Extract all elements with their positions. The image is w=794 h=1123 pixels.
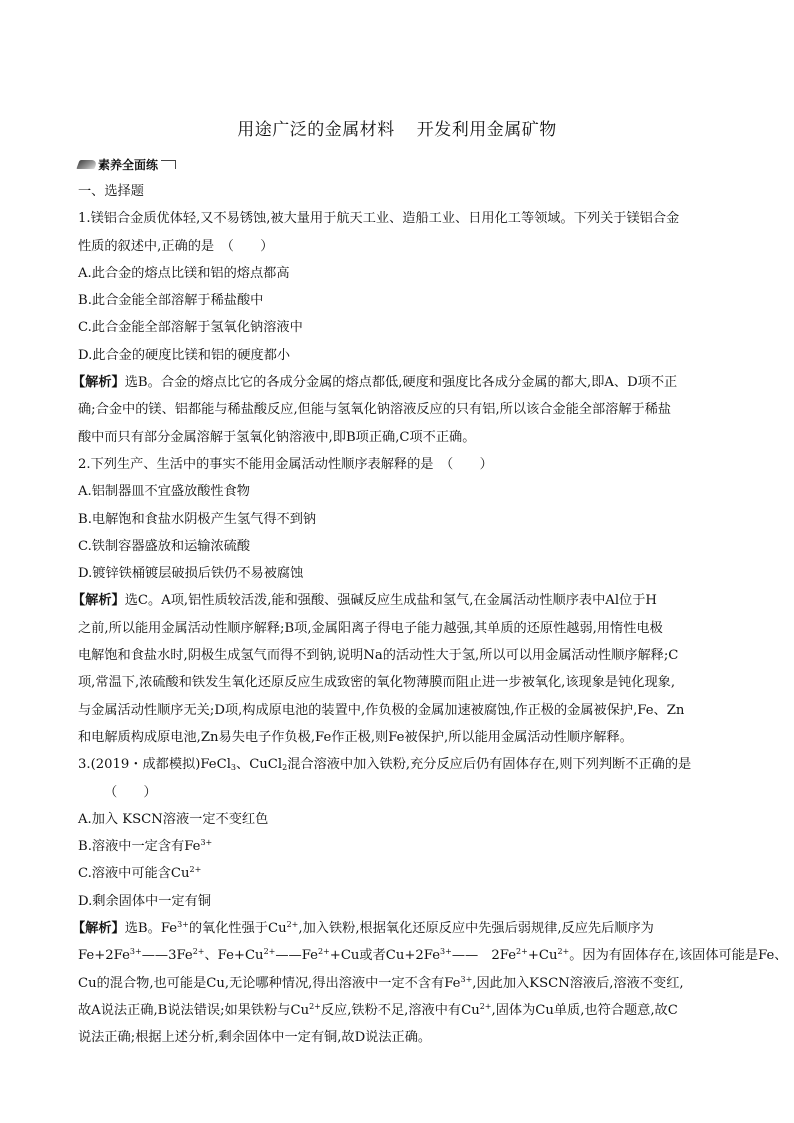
q3-analysis-line-5: 说法正确;根据上述分析,剩余固体中一定有铜,故D说法正确。 [78,1030,432,1046]
content [72,178,788,1052]
q2-analysis-line-2: 之前,所以能用金属活动性顺序解释;B项,金属阳离子得电子能力越强,其单质的还原性越弱,用惰性电极 [78,620,663,636]
q2-option-d: D.镀锌铁桶镀层破损后铁仍不易被腐蚀 [78,566,304,582]
q3-equation-line: $Fe+2Fe^{3+}——3Fe^{2+}$、$Fe+Cu^{2+}——Fe^{2+}+Cu$或者$Cu+2Fe^{3+}——$ $2Fe^{2+}+Cu^{2+}$。因为有固体存在,该固体可能是Fe、 [78,947,788,964]
q2-analysis-line-3: 电解饱和食盐水时,阴极生成氢气而得不到钠,说明Na的活动性大于氢,所以可以用金属活动性顺序解释;C [78,648,679,664]
section-tag [78,156,176,172]
q2-analysis-line-5: 与金属活动性顺序无关;D项,构成原电池的装置中,作负极的金属加速被腐蚀,作正极的金属被保护,Fe、Zn [78,702,685,718]
q3-analysis-line-1: 【解析】选B。$Fe^{3+}$的氧化性强于$Cu^{2+}$,加入铁粉,根据氧化还原反应中先强后弱规律,反应先后顺序为 [72,920,654,937]
q1-stem-line-2: 性质的叙述中,正确的是 （ ） [78,238,274,254]
q1-option-a: A.此合金的熔点比镁和铝的熔点都高 [78,265,290,281]
q2-option-c: C.铁制容器盛放和运输浓硫酸 [78,538,251,554]
q3-stem: 3.(2019・成都模拟)FeCl$_3$、CuCl$_2$混合溶液中加入铁粉,充分反应后仍有固体存在,则下列判断不正确的是 [78,757,692,773]
q2-analysis-line-1: 【解析】选C。A项,铝性质较活泼,能和强酸、强碱反应生成盐和氢气,在金属活动性顺序表中Al位于H [72,593,657,609]
q1-analysis-line-1: 【解析】选B。合金的熔点比它的各成分金属的熔点都低,硬度和强度比各成分金属的都大,即A、D项不正 [72,375,678,391]
title-part-2: 开发利用金属矿物 [416,120,557,140]
q1-analysis-line-3: 酸中而只有部分金属溶解于氢氧化钠溶液中,即B项正确,C项不正确。 [78,429,476,445]
q3-answer-paren: （ ） [104,784,157,800]
q3-analysis-line-3: Cu的混合物,也可能是Cu,无论哪种情况,得出溶液中一定不含有$Fe^{3+}$,因此加入KSCN溶液后,溶液不变红, [78,974,684,991]
q3-option-b: B.溶液中一定含有$Fe^{3+}$ [78,838,213,855]
q3-analysis-line-4: 故A说法正确,B说法错误;如果铁粉与$Cu^{2+}$反应,铁粉不足,溶液中有$Cu^{2+}$,固体为Cu单质,也符合题意,故C [78,1001,678,1018]
q3-option-c: C.溶液中可能含$Cu^{2+}$ [78,865,202,882]
q2-option-b: B.电解饱和食盐水阴极产生氢气得不到钠 [78,511,317,527]
q2-option-a: A.铝制器皿不宜盛放酸性食物 [78,484,250,500]
q3-option-d: D.剩余固体中一定有铜 [78,893,211,909]
page-title [0,115,794,140]
q1-option-b: B.此合金能全部溶解于稀盐酸中 [78,293,264,309]
analysis-label: 【解析】 [72,921,125,937]
section-heading: 一、选择题 [78,184,144,199]
q2-analysis-line-6: 和电解质构成原电池,Zn易失电子作负极,Fe作正极,则Fe被保护,所以能用金属活动性顺序解释。 [78,729,633,745]
analysis-label: 【解析】 [72,593,125,609]
pencil-icon [76,160,97,169]
q2-stem: 2.下列生产、生活中的事实不能用金属活动性顺序表解释的是 （ ） [78,456,493,472]
q1-option-d: D.此合金的硬度比镁和铝的硬度都小 [78,347,291,363]
q1-stem-line-1: 1.镁铝合金质优体轻,又不易锈蚀,被大量用于航天工业、造船工业、日用化工等领域。下列关于镁铝合金 [78,211,680,227]
q1-option-c: C.此合金能全部溶解于氢氧化钠溶液中 [78,320,303,336]
title-part-1: 用途广泛的金属材料 [237,120,395,140]
bracket-decoration-icon [161,160,176,169]
section-label: 素养全面练 [98,157,159,172]
q1-analysis-line-2: 确;合金中的镁、铝都能与稀盐酸反应,但能与氢氧化钠溶液反应的只有铝,所以该合金能全部溶解于稀盐 [78,402,672,418]
analysis-label: 【解析】 [72,375,125,391]
q2-analysis-line-4: 项,常温下,浓硫酸和铁发生氧化还原反应生成致密的氧化物薄膜而阻止进一步被氧化,该现象是钝化现象, [78,675,676,691]
q3-option-a: A.加入 KSCN溶液一定不变红色 [78,811,269,827]
